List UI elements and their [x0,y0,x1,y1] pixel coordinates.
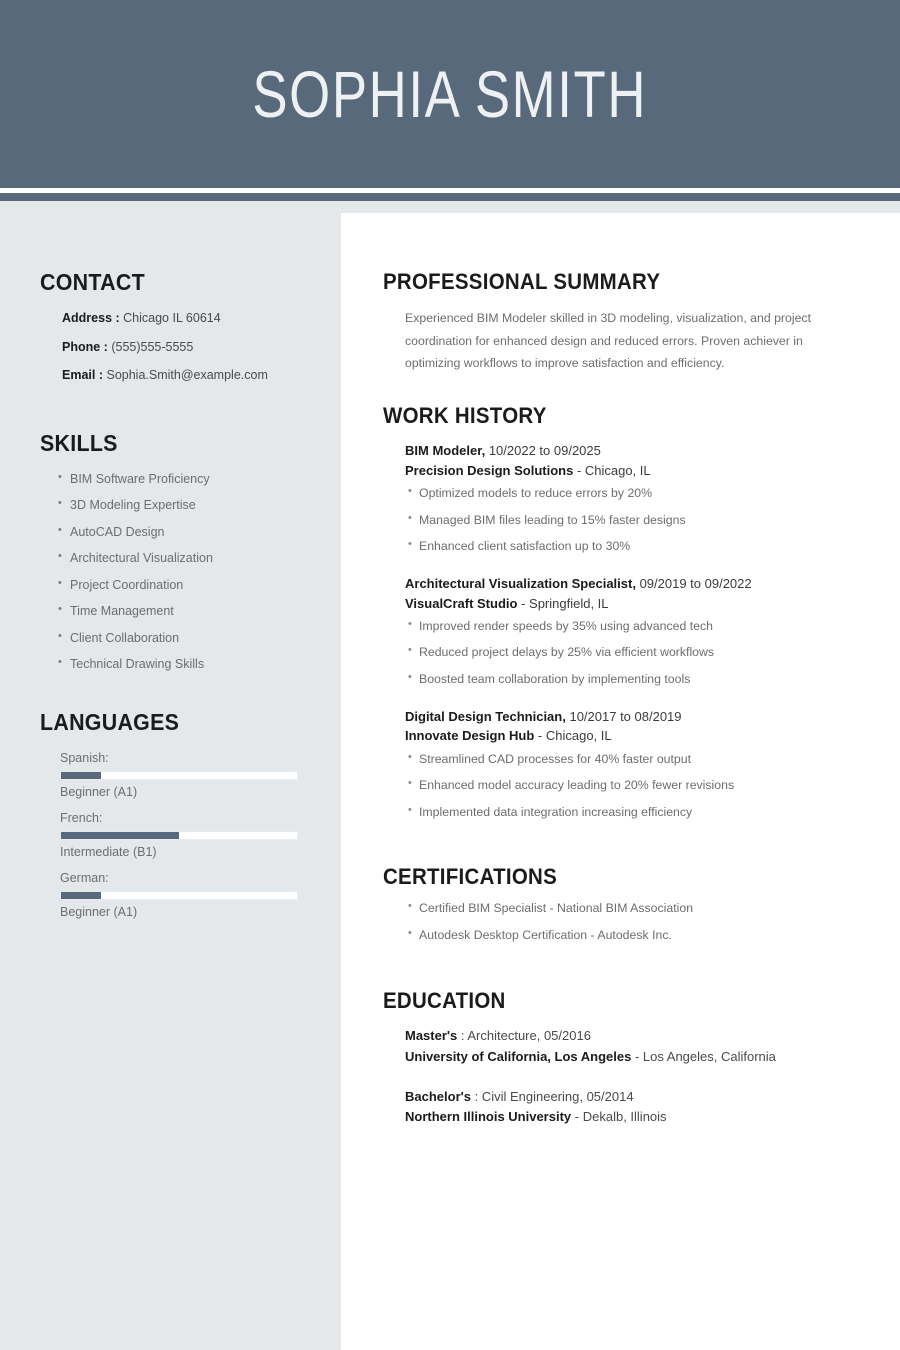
contact-value-address: Chicago IL 60614 [123,311,221,325]
work-history-entry [383,574,852,685]
language-name: Spanish: [60,750,109,765]
job-title: BIM Modeler, [405,443,486,459]
section-heading-languages: LANGUAGES [40,708,180,735]
page-title: SOPHIA SMITH [252,57,648,131]
job-location: - Chicago, IL [537,728,612,744]
header-accent-rule [0,193,900,201]
contact-value-phone: (555)555-5555 [111,339,194,354]
education-degree-detail: : Architecture, 05/2016 [460,1028,591,1044]
resume-body [0,201,900,1350]
job-location: - Springfield, IL [521,595,609,611]
certifications-list [383,902,852,942]
job-bullets [405,620,852,685]
work-history-entry [383,441,852,552]
education-degree-label: Master's [405,1028,458,1044]
language-item-german [60,872,313,919]
spacer [383,840,852,866]
list-item: • Managed BIM files leading to 15% faster designs [419,514,852,526]
job-location: - Chicago, IL [576,462,651,478]
job-title-row [405,441,852,461]
list-item: • Improved render speeds by 35% using advanced tech [419,620,852,632]
language-item-spanish [60,752,313,799]
section-skills [40,429,313,671]
language-proficiency-fill [61,772,101,779]
list-item: • Architectural Visualization [70,552,313,565]
education-entry [383,1087,852,1127]
job-bullets [405,487,852,552]
section-heading-professional-summary: PROFESSIONAL SUMMARY [383,269,661,294]
list-item: • Boosted team collaboration by implementing tools [419,673,852,685]
section-heading-work-history: WORK HISTORY [383,403,547,429]
language-proficiency-bar [60,891,298,900]
education-school: Northern Illinois University [405,1108,572,1124]
section-certifications [383,863,852,943]
language-proficiency-bar [60,831,298,840]
main-column [341,201,900,1350]
list-item: • Enhanced model accuracy leading to 20% fewer revisions [419,779,852,791]
language-name: French: [60,810,103,825]
list-item: • Technical Drawing Skills [70,658,313,671]
contact-list [40,312,313,382]
list-item: • Time Management [70,605,313,618]
list-item: • AutoCAD Design [70,526,313,539]
education-degree-label: Bachelor's [405,1088,471,1104]
section-heading-skills: SKILLS [40,429,118,456]
summary-text: Experienced BIM Modeler skilled in 3D modeling, visualization, and project coordination for enhanced design and reduced errors. Proven achiever in optimizing workflows to improve satisfaction and efficiency. [405,311,812,371]
contact-row-address [62,312,313,325]
contact-row-phone [62,341,313,354]
language-item-french [60,812,313,859]
list-item: • Project Coordination [70,579,313,592]
section-education [383,990,852,1127]
section-contact [40,271,313,382]
job-org-row [405,726,852,746]
list-item: • Reduced project delays by 25% via efficient workflows [419,646,852,658]
list-item: • Implemented data integration increasing efficiency [419,806,852,818]
language-proficiency-fill [61,892,101,899]
education-degree-detail: : Civil Engineering, 05/2014 [474,1088,634,1104]
job-title: Digital Design Technician, [405,708,566,724]
list-item: • Enhanced client satisfaction up to 30% [419,540,852,552]
job-title: Architectural Visualization Specialist, [405,576,636,592]
education-entry [383,1026,852,1066]
section-heading-certifications: CERTIFICATIONS [383,863,558,889]
list-item: • Optimized models to reduce errors by 20% [419,487,852,499]
skills-list [40,473,313,671]
resume-header-banner [0,0,900,188]
contact-value-email: Sophia.Smith@example.com [106,368,268,382]
section-heading-education: EDUCATION [383,988,506,1014]
language-proficiency-bar [60,771,298,780]
job-dates: 09/2019 to 09/2022 [639,576,752,592]
education-school-row [405,1107,852,1127]
contact-label-phone: Phone : [62,339,108,354]
job-dates: 10/2022 to 09/2025 [488,443,601,459]
section-heading-contact: CONTACT [40,269,145,295]
education-school-row [405,1047,852,1067]
spacer [383,956,852,990]
spacer [40,398,313,432]
language-proficiency-fill [61,832,179,839]
list-item: • Client Collaboration [70,632,313,645]
job-bullets [405,753,852,818]
job-title-row [405,574,852,594]
education-school-location: - Los Angeles, California [634,1048,776,1064]
contact-label-address: Address : [62,311,120,325]
section-work-history [383,405,852,818]
list-item: • 3D Modeling Expertise [70,499,313,512]
work-history-entry [383,707,852,818]
job-title-row [405,707,852,727]
sidebar [0,201,341,1350]
job-company: Innovate Design Hub [405,728,535,744]
list-item: • Certified BIM Specialist - National BIM Association [419,902,852,914]
job-company: VisualCraft Studio [405,595,518,611]
language-name: German: [60,870,109,885]
education-school: University of California, Los Angeles [405,1048,632,1064]
job-org-row [405,461,852,481]
list-item: • Autodesk Desktop Certification - Autodesk Inc. [419,929,852,941]
education-school-location: - Dekalb, Illinois [574,1108,667,1124]
contact-label-email: Email : [62,368,103,382]
education-degree-row [405,1026,852,1046]
section-languages [40,708,313,919]
list-item: • Streamlined CAD processes for 40% faster output [419,753,852,765]
spacer [40,685,313,711]
language-level: Intermediate (B1) [60,845,157,859]
languages-list [40,752,313,919]
list-item: • BIM Software Proficiency [70,473,313,486]
education-degree-row [405,1087,852,1107]
job-company: Precision Design Solutions [405,462,574,478]
main-content [341,213,900,1350]
spacer [383,375,852,405]
language-level: Beginner (A1) [60,785,138,799]
language-level: Beginner (A1) [60,905,138,919]
section-professional-summary [383,271,852,375]
contact-row-email [62,369,313,382]
job-dates: 10/2017 to 08/2019 [569,708,682,724]
job-org-row [405,594,852,614]
